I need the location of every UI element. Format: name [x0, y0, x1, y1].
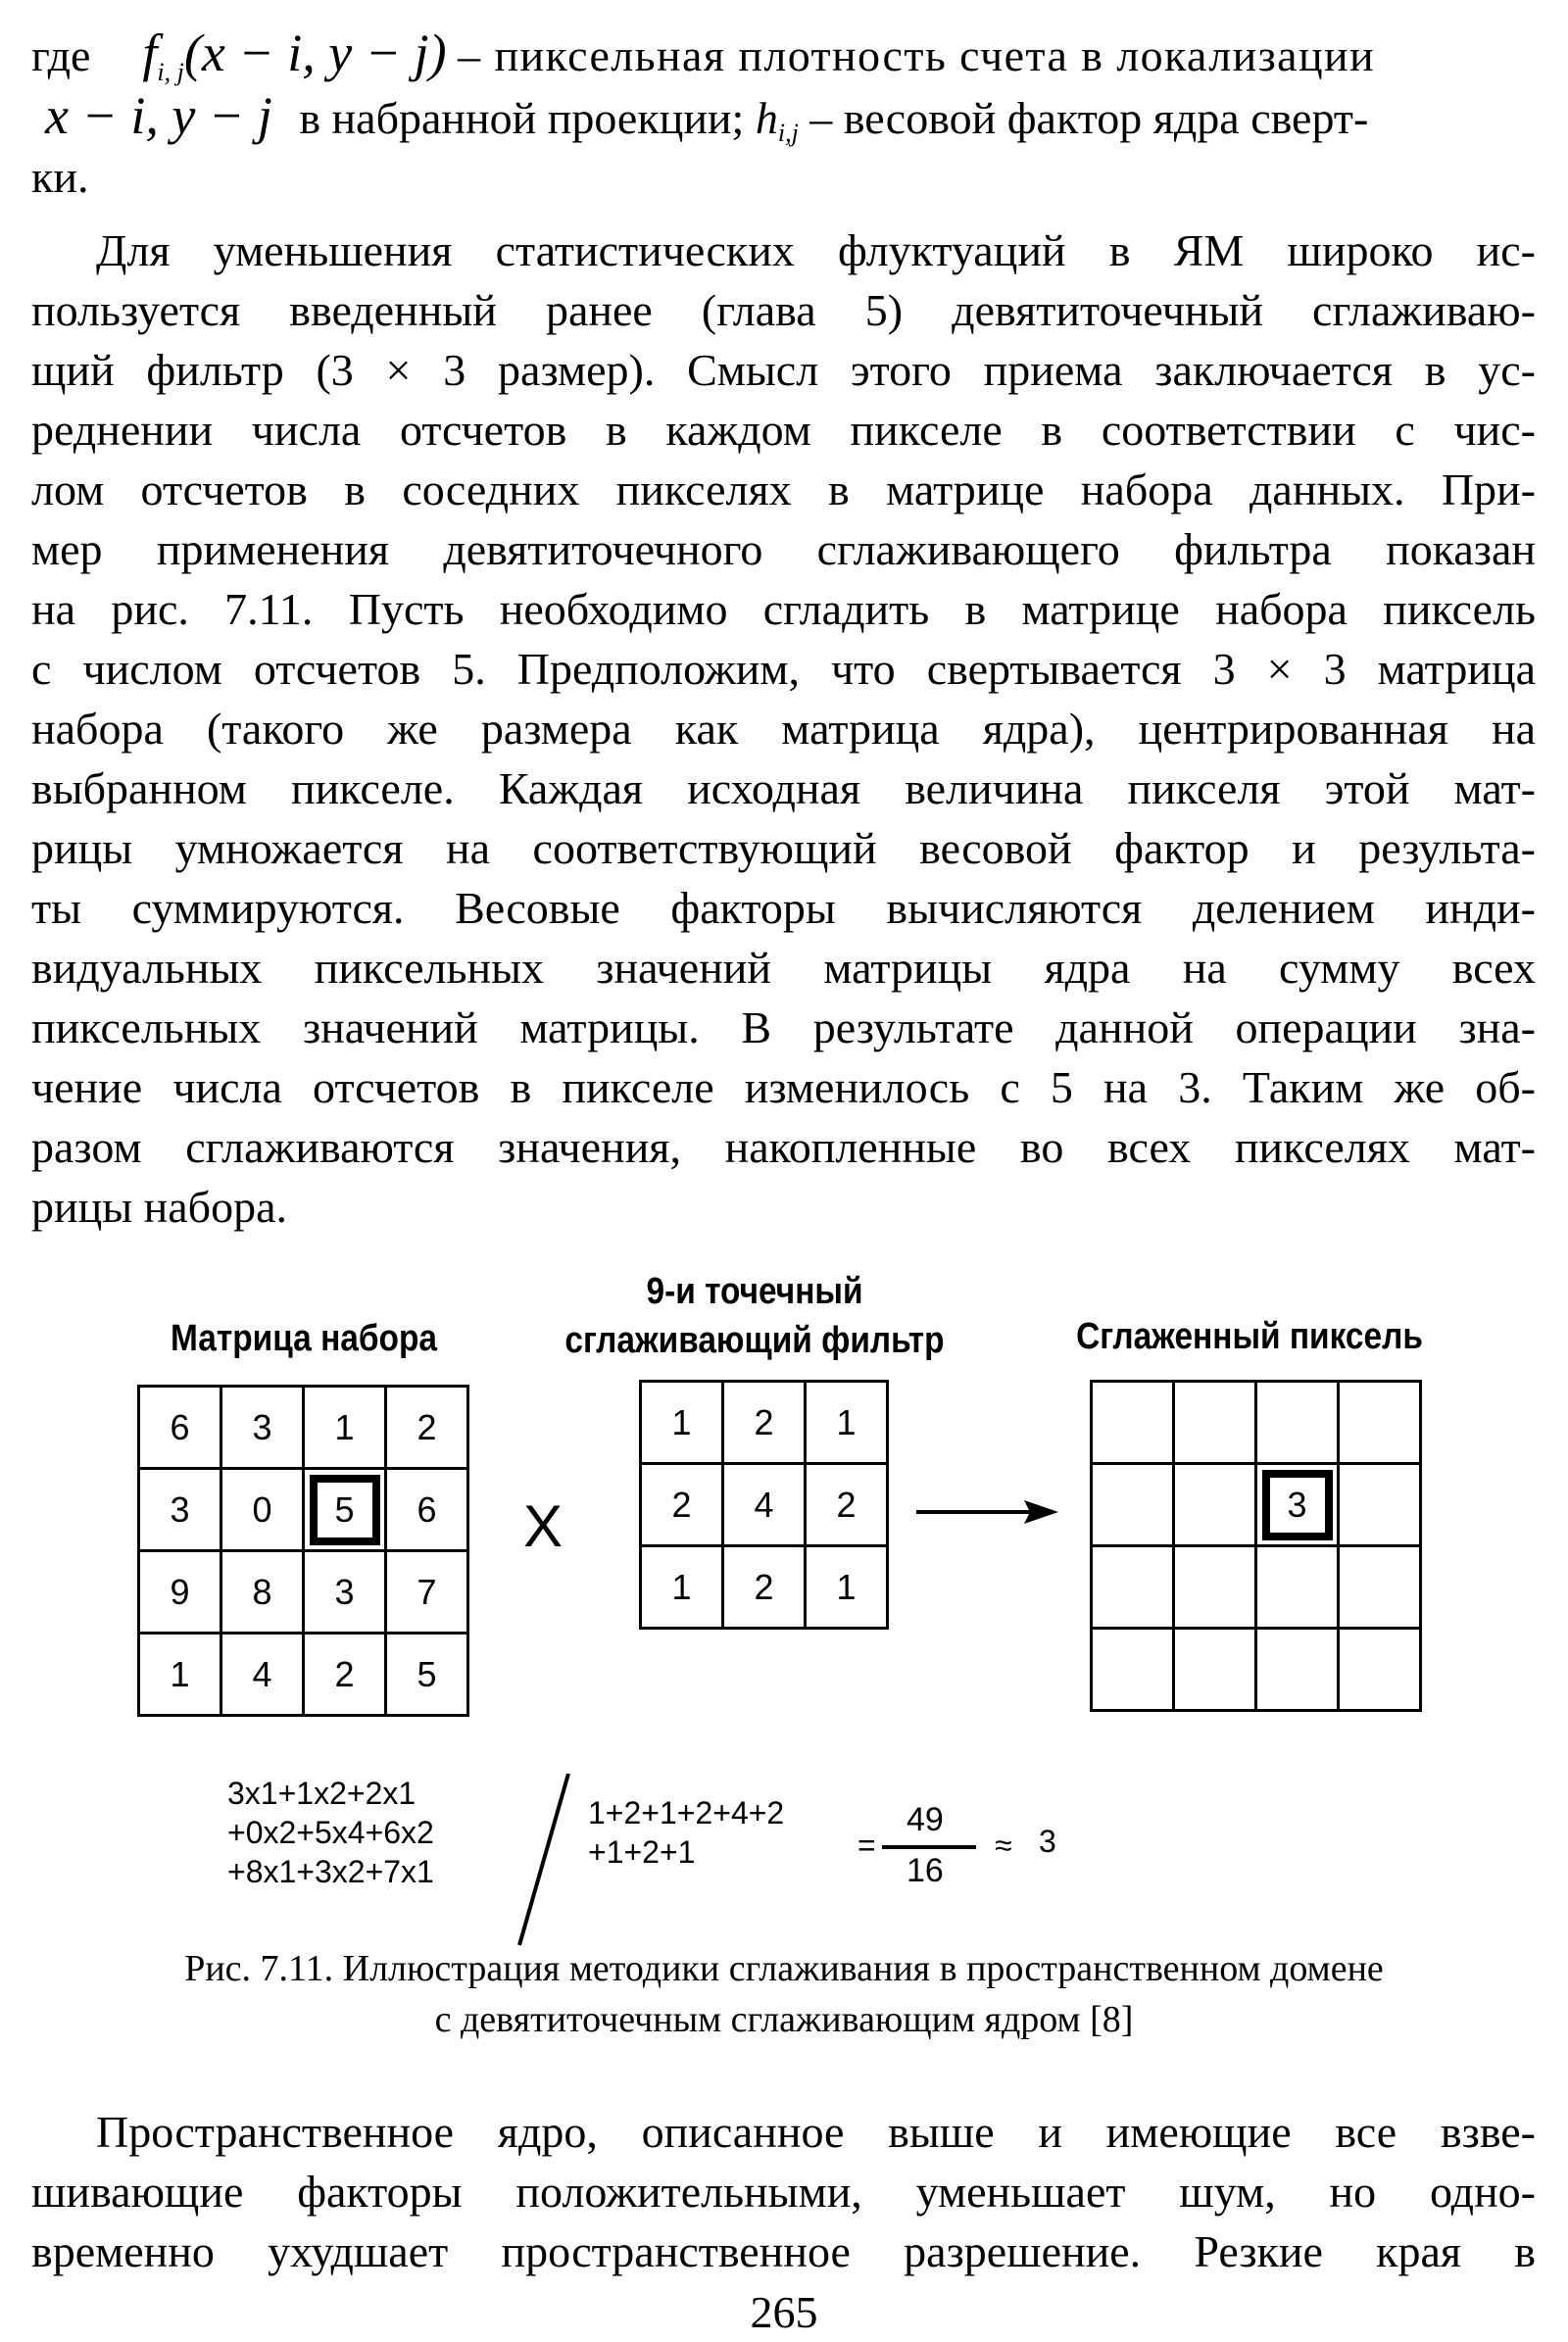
numerator-expression: [227, 1774, 434, 1891]
fraction-bar: [882, 1845, 976, 1849]
matrix-cell: 6: [386, 1469, 468, 1551]
paragraph-line: пользуется введенный ранее (глава 5) девятиточечный сглаживаю-: [31, 285, 1536, 335]
intro-line-3: ки.: [31, 152, 89, 202]
kernel-cell: 2: [723, 1546, 806, 1629]
numerator-line: +8x1+3x2+7x1: [227, 1854, 434, 1889]
smoothed-cell: [1256, 1382, 1339, 1464]
smoothed-cell: [1092, 1546, 1174, 1629]
page-number: 265: [750, 2287, 818, 2337]
smoothing-kernel: [639, 1380, 889, 1630]
label-smoothed-pixel: Сглаженный пиксель: [1076, 1316, 1423, 1357]
matrix-cell: 4: [221, 1634, 304, 1716]
division-slash: [510, 1774, 578, 1950]
matrix-cell: 9: [139, 1551, 221, 1634]
kernel-cell: 1: [806, 1382, 888, 1464]
denominator-line: 1+2+1+2+4+2: [588, 1795, 785, 1830]
smoothed-cell: [1092, 1464, 1174, 1546]
figure-caption-line-2: с девятиточечным сглаживающим ядром [8]: [434, 1999, 1134, 2040]
approx-sign: ≈: [995, 1828, 1012, 1863]
formula-f-symbol: f: [142, 24, 158, 82]
numerator-line: +0x2+5x4+6x2: [227, 1815, 434, 1850]
matrix-cell: 1: [139, 1634, 221, 1716]
matrix-cell: 3: [221, 1387, 304, 1469]
smoothed-cell: [1339, 1546, 1421, 1629]
smoothed-cell: [1339, 1629, 1421, 1711]
figure-7-11: [0, 1240, 1568, 2040]
label-filter-line-1: 9-и точечный: [646, 1271, 863, 1312]
smoothed-cell: [1092, 1382, 1174, 1464]
label-acquisition-matrix: Матрица набора: [170, 1318, 437, 1359]
kernel-cell: 4: [723, 1464, 806, 1546]
paragraph-line: лом отсчетов в соседних пикселях в матрице набора данных. При-: [31, 464, 1536, 514]
formula-h: [755, 93, 799, 147]
smoothed-cell: [1174, 1546, 1256, 1629]
paragraph-line: мер применения девятиточечного сглаживающего фильтра показан: [31, 524, 1536, 574]
matrix-cell: 2: [386, 1387, 468, 1469]
paragraph-line: с числом отсчетов 5. Предположим, что свертывается 3 × 3 матрица: [31, 644, 1536, 694]
kernel-cell: 1: [641, 1382, 723, 1464]
paragraph-2: [31, 2102, 1536, 2281]
kernel-cell: 1: [641, 1546, 723, 1629]
numerator-line: 3x1+1x2+2x1: [227, 1776, 416, 1811]
paragraph-line: пиксельных значений матрицы. В результате данной операции зна-: [31, 1002, 1536, 1052]
denominator-expression: [588, 1793, 784, 1872]
smoothed-cell: [1256, 1546, 1339, 1629]
matrix-cell: 3: [304, 1551, 386, 1634]
fraction-denominator: 16: [906, 1852, 944, 1889]
paragraph-line: Для уменьшения статистических флуктуаций в ЯМ широко ис-: [96, 225, 1536, 275]
multiply-sign: X: [523, 1493, 564, 1559]
page-body: [31, 22, 1536, 1237]
matrix-cell: 6: [139, 1387, 221, 1469]
matrix-cell: 5: [386, 1634, 468, 1716]
matrix-cell: 2: [304, 1634, 386, 1716]
smoothed-cell-result: 3: [1256, 1464, 1339, 1546]
smoothed-cell: [1339, 1382, 1421, 1464]
paragraph-line: разом сглаживаются значения, накопленные во всех пикселях мат-: [31, 1122, 1536, 1172]
kernel-cell: 1: [806, 1546, 888, 1629]
kernel-cell: 2: [723, 1382, 806, 1464]
formula-offset: x − i, y − j: [45, 86, 272, 145]
matrix-cell: 7: [386, 1551, 468, 1634]
paragraph-line: на рис. 7.11. Пусть необходимо сгладить в матрице набора пиксель: [31, 584, 1536, 634]
paragraph-line: Пространственное ядро, описанное выше и имеющие все взве-: [96, 2107, 1536, 2157]
paragraph-line: ты суммируются. Весовые факторы вычисляются делением инди-: [31, 883, 1536, 933]
smoothed-cell: [1092, 1629, 1174, 1711]
paragraph-line: щий фильтр (3 × 3 размер). Смысл этого приема заключается в ус-: [31, 345, 1536, 395]
smoothed-cell: [1174, 1464, 1256, 1546]
matrix-cell: 3: [139, 1469, 221, 1551]
paragraph-line: временно ухудшает пространственное разрешение. Резкие края в: [31, 2226, 1536, 2276]
matrix-cell-selected: 5: [304, 1469, 386, 1551]
intro-line-2: [31, 84, 1536, 147]
arrow-icon: [916, 1492, 1058, 1532]
intro-line-1: [31, 22, 1536, 84]
figure-caption-line-1: Рис. 7.11. Иллюстрация методики сглаживания в пространственном домене: [184, 1948, 1384, 1989]
acquisition-matrix: [137, 1385, 469, 1717]
denominator-line: +1+2+1: [588, 1834, 696, 1870]
matrix-cell: 8: [221, 1551, 304, 1634]
formula-h-subscript: i,j: [777, 119, 799, 147]
smoothed-matrix: [1090, 1380, 1422, 1712]
smoothed-cell: [1339, 1464, 1421, 1546]
paragraph-line: выбранном пикселе. Каждая исходная величина пикселя этой мат-: [31, 763, 1536, 813]
paragraph-1: [31, 220, 1536, 1237]
matrix-cell: 0: [221, 1469, 304, 1551]
equals-sign: =: [858, 1828, 876, 1863]
intro-line-1-text: – пиксельная плотность счета в локализации: [458, 30, 1376, 80]
paragraph-line: рицы умножается на соответствующий весовой фактор и результа-: [31, 823, 1536, 873]
formula-f-subscript: i, j: [157, 58, 184, 86]
paragraph-line: реднении числа отсчетов в каждом пикселе в соответствии с чис-: [31, 405, 1536, 455]
formula-h-symbol: h: [755, 93, 778, 143]
intro-word: где: [31, 30, 91, 80]
paragraph-line: чение числа отсчетов в пикселе изменилось с 5 на 3. Таким же об-: [31, 1062, 1536, 1112]
intro-line-2-text: в набранной проекции;: [299, 93, 745, 143]
smoothed-cell: [1256, 1629, 1339, 1711]
kernel-cell: 2: [806, 1464, 888, 1546]
paragraph-line: набора (такого же размера как матрица ядра), центрированная на: [31, 704, 1536, 754]
fraction-numerator: 49: [906, 1801, 944, 1838]
intro-line-2-post: – весовой фактор ядра сверт-: [809, 93, 1369, 143]
paragraph-line: видуальных пиксельных значений матрицы ядра на сумму всех: [31, 943, 1536, 993]
label-filter-line-2: сглаживающий фильтр: [564, 1320, 945, 1361]
smoothed-cell: [1174, 1382, 1256, 1464]
paragraph-line: шивающие факторы положительными, уменьшает шум, но одно-: [31, 2167, 1536, 2217]
smoothed-cell: [1174, 1629, 1256, 1711]
kernel-cell: 2: [641, 1464, 723, 1546]
formula-f-args: (x − i, y − j): [183, 24, 447, 82]
paragraph-line: рицы набора.: [31, 1182, 287, 1232]
formula-f: [142, 24, 447, 86]
result-value: 3: [1039, 1824, 1056, 1859]
matrix-cell: 1: [304, 1387, 386, 1469]
